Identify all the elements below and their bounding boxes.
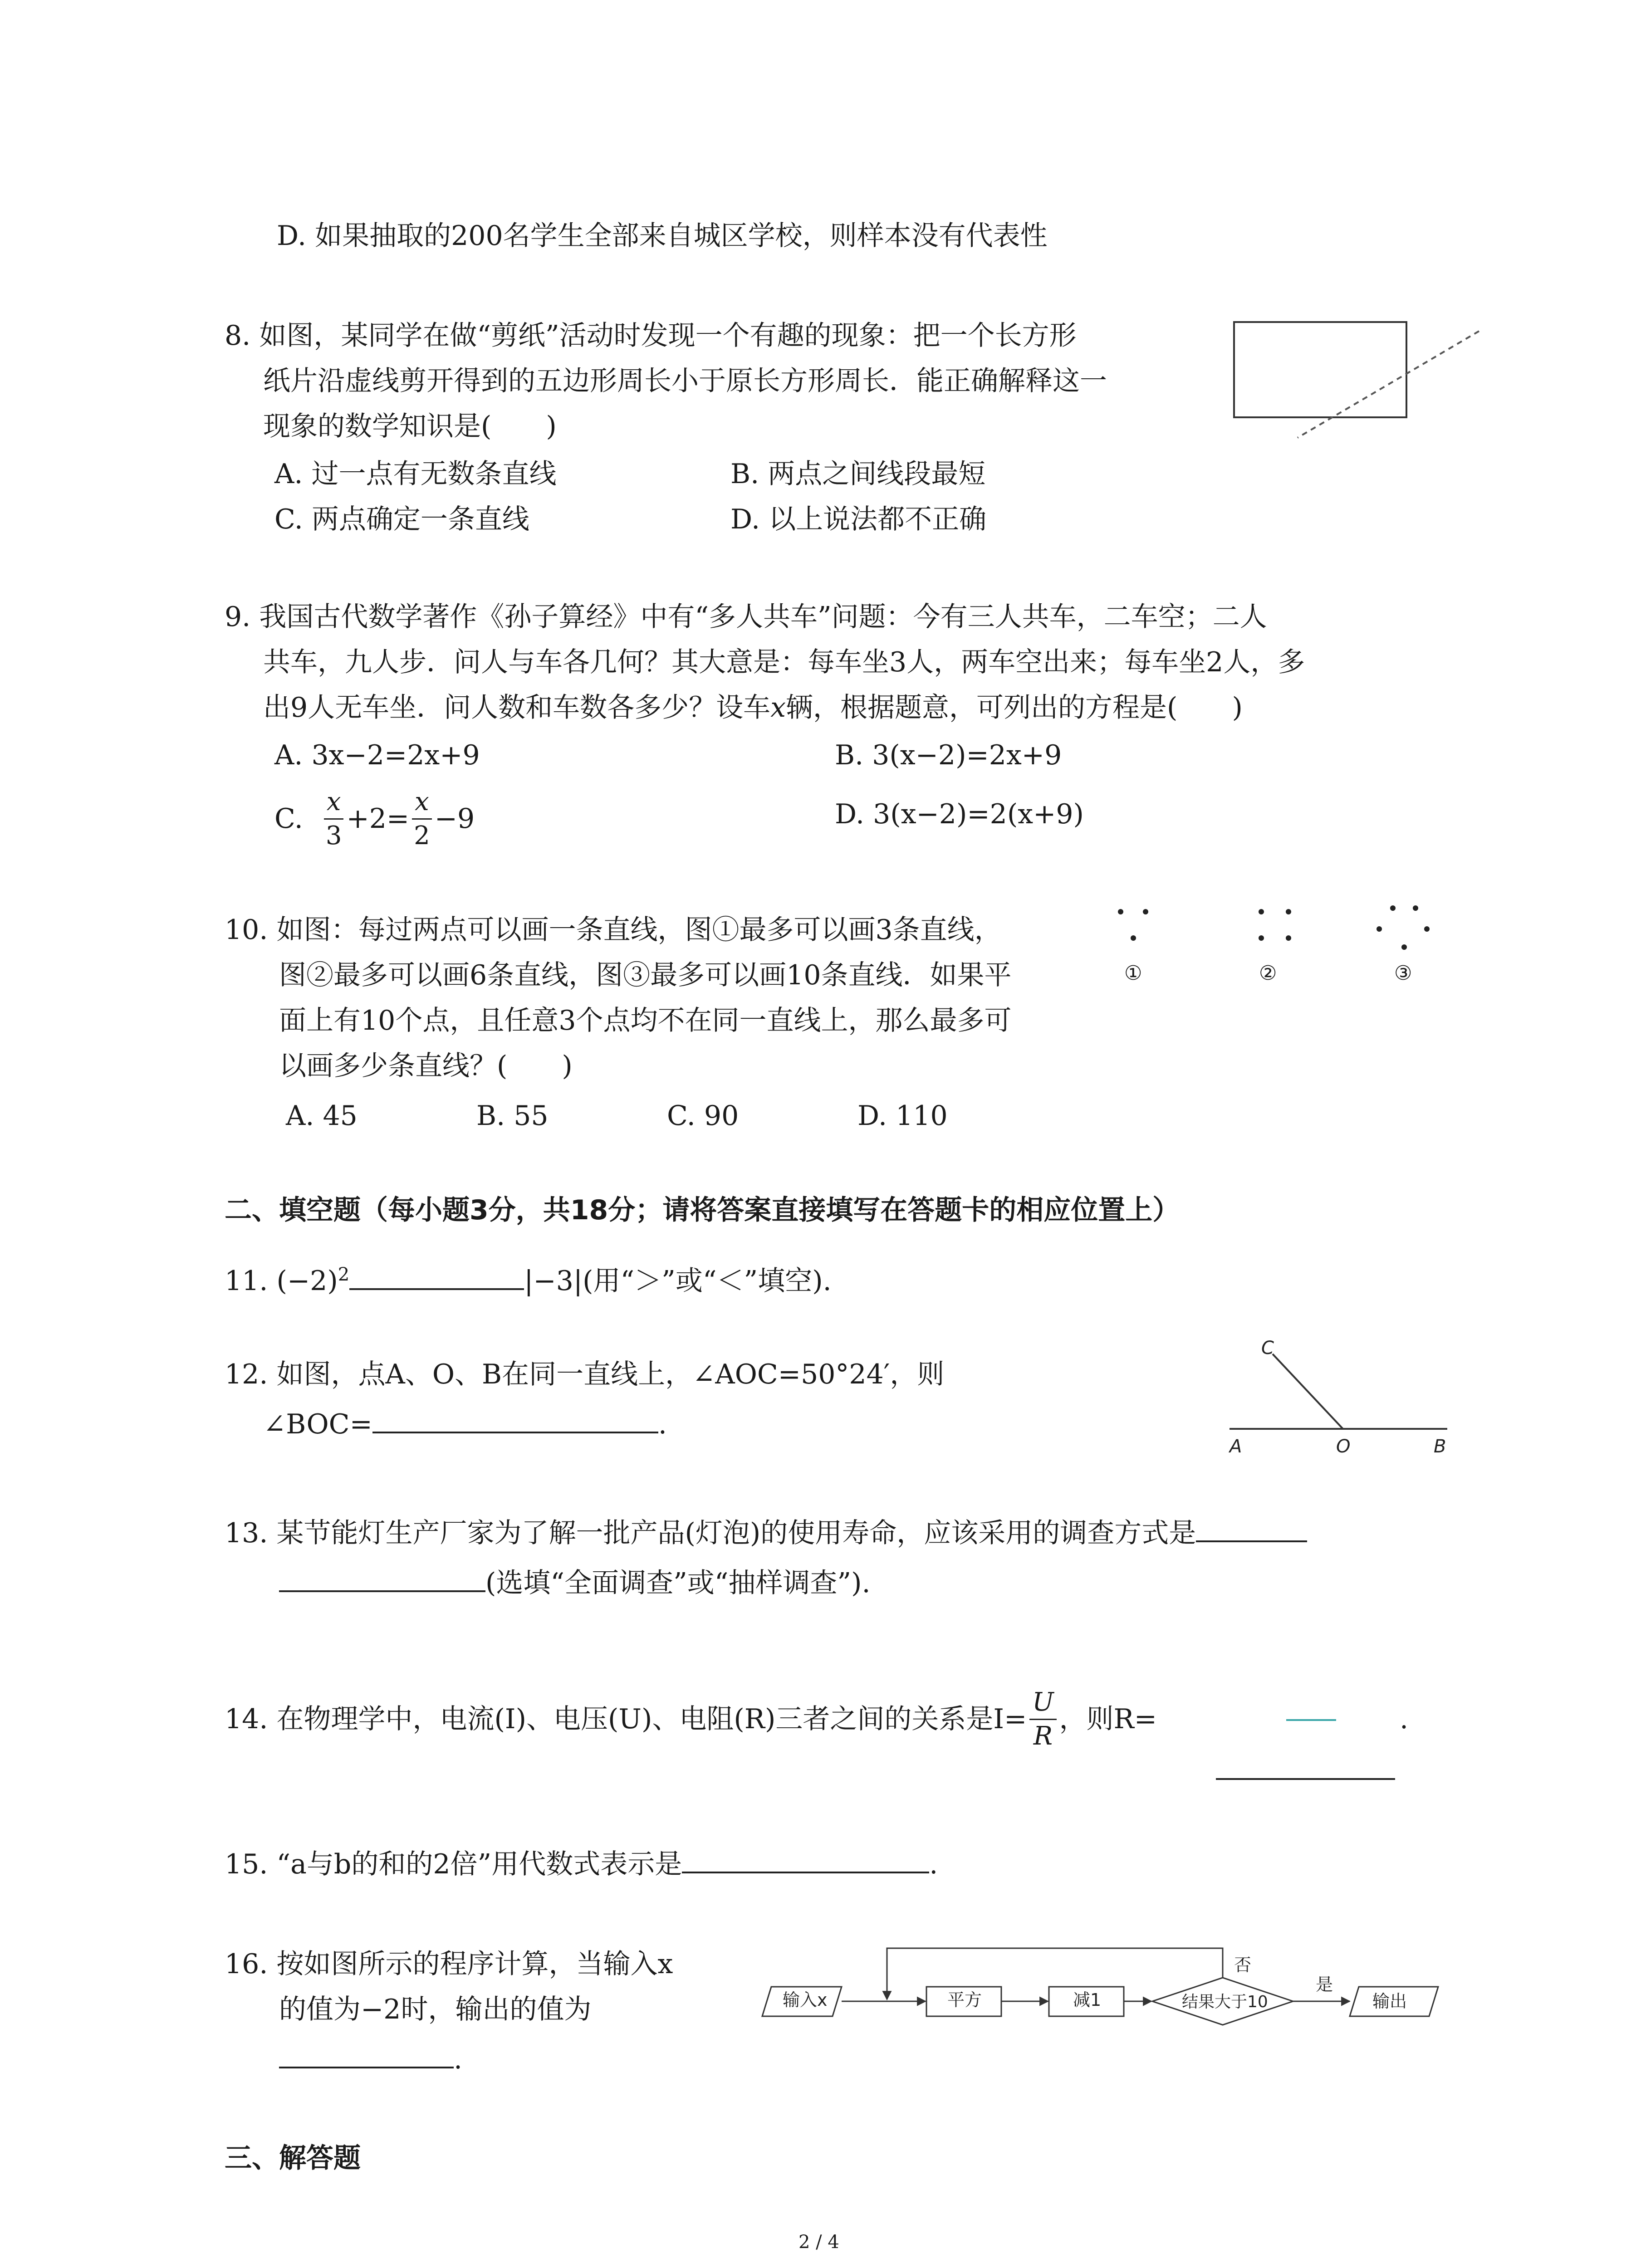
- q10-option-d: D. 110: [857, 1100, 948, 1132]
- q16-stem-line3: [279, 2037, 462, 2082]
- section2-heading: 二、填空题（每小题3分，共18分；请将答案直接填写在答题卡的相应位置上）: [225, 1194, 1180, 1226]
- q12-angle-figure: [1220, 1334, 1465, 1461]
- q13-stem-line2: [279, 1560, 871, 1606]
- q15-answer-blank[interactable]: [682, 1862, 929, 1873]
- q9-option-c-label: C.: [274, 803, 303, 835]
- q12-end-period: .: [658, 1408, 667, 1440]
- q8-dashed-cut-line: [1298, 331, 1479, 438]
- q16-answer-blank[interactable]: [279, 2058, 454, 2068]
- q7-option-d: D. 如果抽取的200名学生全部来自城区学校，则样本没有代表性: [277, 220, 1048, 252]
- q10-fig3-dot: [1424, 926, 1430, 932]
- q8-option-a: A. 过一点有无数条直线: [274, 458, 557, 490]
- q12-ray-oc: [1273, 1354, 1343, 1429]
- q14-numerator: U: [1029, 1690, 1056, 1720]
- q11-suffix: |−3|(用“＞”或“＜”填空).: [524, 1265, 832, 1297]
- q10-fig2-dot: [1286, 935, 1291, 941]
- q8-rectangle: [1234, 322, 1406, 417]
- q9-frac2-numerator: x: [412, 789, 432, 820]
- q12-answer-blank[interactable]: [372, 1422, 658, 1433]
- q13-hint: (选填“全面调查”或“抽样调查”).: [485, 1567, 871, 1599]
- q8-option-b: B. 两点之间线段最短: [730, 458, 986, 490]
- q9-option-c-mid: +2=: [346, 803, 410, 835]
- q9-option-c-tail: −9: [434, 803, 475, 835]
- q11-line: [225, 1252, 832, 1304]
- q10-fig2-dot: [1259, 935, 1264, 941]
- page-number: 2 / 4: [798, 2232, 839, 2253]
- q10-stem-line4: 以画多少条直线？( ): [279, 1050, 573, 1082]
- q11-answer-blank[interactable]: [349, 1279, 524, 1290]
- q8-option-d: D. 以上说法都不正确: [730, 503, 987, 535]
- q14-teal-dash: [1286, 1719, 1336, 1721]
- q9-option-c-frac1: [324, 789, 344, 849]
- q9-frac1-denominator: 3: [325, 821, 342, 850]
- q15-stem-line: [225, 1842, 938, 1887]
- section3-heading: 三、解答题: [225, 2142, 361, 2174]
- q10-option-c: C. 90: [667, 1100, 739, 1132]
- q12-label-a: A: [1230, 1436, 1242, 1457]
- q9-variable-x: x: [770, 692, 786, 723]
- q8-rectangle-figure: [1225, 313, 1488, 449]
- q11-prefix: 11. (−2): [225, 1265, 338, 1297]
- q10-stem-line1: 10. 如图：每过两点可以画一条直线，图①最多可以画3条直线，: [225, 914, 1002, 946]
- q10-fig3-dot: [1401, 944, 1407, 950]
- q14-end-period: .: [1400, 1703, 1409, 1735]
- q16-end-period: .: [454, 2043, 463, 2075]
- q16-flowchart: [758, 1928, 1456, 2055]
- q9-option-d: D. 3(x−2)=2(x+9): [835, 798, 1084, 830]
- q10-stem-line3: 面上有10个点，且任意3个点均不在同一直线上，那么最多可: [279, 1005, 1012, 1036]
- q16-decision-label: 结果大于10: [1182, 1993, 1268, 2011]
- q9-option-c-frac2: [412, 789, 432, 849]
- q12-angle-label: ∠BOC=: [263, 1408, 372, 1440]
- q16-stem-line1: 16. 按如图所示的程序计算，当输入x: [225, 1948, 673, 1980]
- q14-stem-line: [225, 1678, 1157, 1760]
- q10-fig3-dot: [1413, 905, 1418, 911]
- q8-option-c: C. 两点确定一条直线: [274, 503, 529, 535]
- q13-answer-blank-part2[interactable]: [279, 1581, 485, 1592]
- q16-yes-label: 是: [1316, 1975, 1333, 1994]
- q9-frac1-numerator: x: [324, 789, 344, 820]
- q12-label-b: B: [1434, 1436, 1446, 1457]
- q10-fig2-label: ②: [1259, 962, 1277, 985]
- q9-option-b: B. 3(x−2)=2x+9: [835, 739, 1062, 771]
- q8-stem-line2: 纸片沿虚线剪开得到的五边形周长小于原长方形周长．能正确解释这一: [263, 365, 1107, 397]
- q9-line3-part1: 出9人无车坐．问人数和车数各多少？设车: [263, 692, 771, 723]
- q16-no-label: 否: [1234, 1955, 1252, 1975]
- q10-fig3-dot: [1390, 905, 1396, 911]
- q9-stem-line3: [263, 685, 1243, 730]
- q9-stem-line1: 9. 我国古代数学著作《孙子算经》中有“多人共车”问题：今有三人共车，二车空；二人: [225, 601, 1267, 633]
- q14-prefix: 14. 在物理学中，电流(I)、电压(U)、电阻(R)三者之间的关系是I=: [225, 1703, 1027, 1735]
- q15-text: 15. “a与b的和的2倍”用代数式表示是: [225, 1848, 682, 1880]
- q11-exponent: 2: [338, 1264, 350, 1285]
- q9-option-a: A. 3x−2=2x+9: [274, 739, 480, 771]
- q12-stem-line1: 12. 如图，点A、O、B在同一直线上，∠AOC=50°24′，则: [225, 1359, 945, 1390]
- q10-fig1-dot: [1118, 909, 1123, 914]
- q10-fig1-dot: [1131, 935, 1136, 941]
- q14-denominator: R: [1033, 1721, 1053, 1751]
- q10-fig2-dot: [1259, 909, 1264, 914]
- q16-stem-line2: 的值为−2时，输出的值为: [279, 1994, 592, 2025]
- q12-label-o: O: [1336, 1436, 1351, 1457]
- q13-text: 13. 某节能灯生产厂家为了解一批产品(灯泡)的使用寿命，应该采用的调查方式是: [225, 1517, 1196, 1549]
- q10-option-b: B. 55: [476, 1100, 549, 1132]
- q12-stem-line2: [263, 1402, 667, 1447]
- q8-stem-line3: 现象的数学知识是( ): [263, 411, 557, 442]
- q8-stem-line1: 8. 如图，某同学在做“剪纸”活动时发现一个有趣的现象：把一个长方形: [225, 320, 1077, 352]
- q14-suffix: ，则R=: [1059, 1703, 1157, 1735]
- q10-fig2-dot: [1286, 909, 1291, 914]
- q12-label-c: C: [1261, 1338, 1274, 1359]
- q10-fig1-dot: [1143, 909, 1148, 914]
- q16-output-label: 输出: [1372, 1991, 1407, 2011]
- q9-frac2-denominator: 2: [414, 821, 430, 850]
- q14-answer-blank[interactable]: [1216, 1778, 1395, 1780]
- q10-fig3-label: ③: [1394, 962, 1412, 985]
- q10-option-a: A. 45: [286, 1100, 358, 1132]
- q15-end-period: .: [929, 1848, 938, 1880]
- q13-stem-line1: [225, 1510, 1307, 1556]
- q13-answer-blank-part1[interactable]: [1196, 1531, 1307, 1542]
- q14-fraction: [1029, 1687, 1056, 1751]
- q9-line3-part2: 辆，根据题意，可列出的方程是( ): [786, 692, 1243, 723]
- q10-fig1-label: ①: [1124, 962, 1142, 985]
- q10-fig3-dot: [1376, 926, 1382, 932]
- q9-stem-line2: 共车，九人步．问人与车各几何？其大意是：每车坐3人，两车空出来；每车坐2人，多: [263, 646, 1305, 678]
- q10-stem-line2: 图②最多可以画6条直线，图③最多可以画10条直线．如果平: [279, 959, 1012, 991]
- q9-option-c: [274, 785, 475, 853]
- q16-square-label: 平方: [947, 1990, 982, 2010]
- q16-minus-label: 减1: [1073, 1990, 1102, 2010]
- q16-input-label: 输入x: [783, 1990, 828, 2010]
